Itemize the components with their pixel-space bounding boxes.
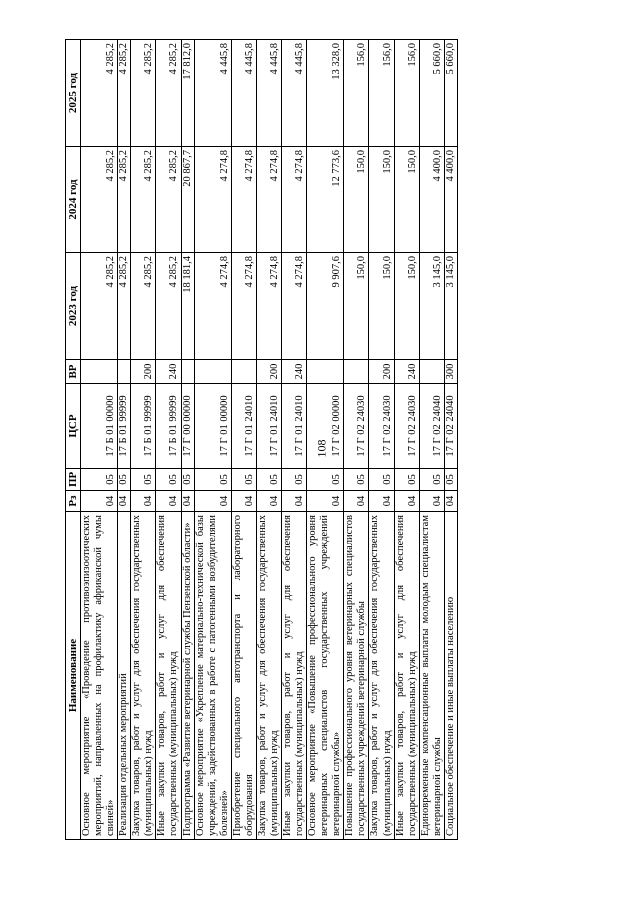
table-row (181, 40, 194, 840)
row-name: Единовременные компенсационные выплаты молодым специалистам ветеринарной службы (419, 512, 444, 840)
row-name: Иные закупки товаров, работ и услуг для обеспечения государственных (муниципальных) нужд (282, 512, 307, 840)
row-csr: 17 Б 01 99999 (118, 384, 131, 469)
row-2025-value: 4 285,2 (131, 40, 156, 147)
header-2024: 2024 год (66, 147, 81, 253)
table-row (282, 40, 307, 840)
header-2023: 2023 год (66, 253, 81, 360)
row-vr: 200 (256, 360, 281, 384)
row-csr: 17 Г 02 00000 (307, 384, 344, 469)
row-2025-value: 4 445,8 (256, 40, 281, 147)
row-name: Основное мероприятие «Повышение профессионального уровня ветеринарных специалистов государственных учреждений ветеринарной службы» (307, 512, 344, 840)
rotated-table-page (65, 40, 572, 840)
row-2024-value: 4 274,8 (256, 147, 281, 253)
row-2023-value: 4 285,2 (118, 253, 131, 360)
row-pr: 05 (307, 469, 344, 491)
row-name: Приобретение специального автотранспорта и лабораторного оборудования (231, 512, 256, 840)
row-2023-value: 4 274,8 (282, 253, 307, 360)
row-vr (231, 360, 256, 384)
row-csr: 17 Г 02 24030 (344, 384, 369, 469)
row-vr: 200 (131, 360, 156, 384)
table-row (156, 40, 181, 840)
row-2025-value: 5 660,0 (419, 40, 444, 147)
row-2023-value: 4 285,2 (156, 253, 181, 360)
row-rz: 04 (369, 491, 394, 512)
row-2024-value: 12 773,6 (307, 147, 344, 253)
table-row (81, 40, 118, 840)
row-rz: 04 (444, 491, 457, 512)
table-row (231, 40, 256, 840)
row-rz: 04 (282, 491, 307, 512)
row-2024-value: 4 400,0 (419, 147, 444, 253)
row-2023-value: 9 907,6 (307, 253, 344, 360)
row-2023-value: 150,0 (394, 253, 419, 360)
row-csr: 17 Г 02 24040 (444, 384, 457, 469)
table-row (419, 40, 444, 840)
table-row (194, 40, 231, 840)
row-2024-value: 4 274,8 (194, 147, 231, 253)
row-2024-value: 20 867,7 (181, 147, 194, 253)
row-rz: 04 (256, 491, 281, 512)
row-2025-value: 13 328,0 (307, 40, 344, 147)
row-rz: 04 (307, 491, 344, 512)
row-rz: 04 (181, 491, 194, 512)
row-pr: 05 (194, 469, 231, 491)
row-name: Повышение профессионального уровня ветеринарных специалистов государственных учреждений ветеринарной службы (344, 512, 369, 840)
row-pr: 05 (181, 469, 194, 491)
row-pr: 05 (344, 469, 369, 491)
row-2025-value: 156,0 (394, 40, 419, 147)
table-row (307, 40, 344, 840)
row-vr: 300 (444, 360, 457, 384)
row-csr: 17 Г 02 24040 (419, 384, 444, 469)
row-pr: 05 (282, 469, 307, 491)
row-name: Иные закупки товаров, работ и услуг для обеспечения государственных (муниципальных) нужд (394, 512, 419, 840)
row-vr (344, 360, 369, 384)
table-row (444, 40, 457, 840)
row-vr: 200 (369, 360, 394, 384)
row-2024-value: 4 285,2 (118, 147, 131, 253)
row-vr (181, 360, 194, 384)
row-csr: 17 Г 01 24010 (231, 384, 256, 469)
header-2025: 2025 год (66, 40, 81, 147)
row-2025-value: 17 812,0 (181, 40, 194, 147)
row-pr: 05 (156, 469, 181, 491)
row-2023-value: 150,0 (369, 253, 394, 360)
row-2025-value: 4 285,2 (118, 40, 131, 147)
row-pr: 05 (81, 469, 118, 491)
row-vr (118, 360, 131, 384)
header-pr: ПР (66, 469, 81, 491)
row-csr: 17 Г 01 00000 (194, 384, 231, 469)
row-2023-value: 4 285,2 (81, 253, 118, 360)
row-2023-value: 150,0 (344, 253, 369, 360)
row-pr: 05 (369, 469, 394, 491)
row-vr (307, 360, 344, 384)
row-name: Реализация отдельных мероприятий (118, 512, 131, 840)
row-2025-value: 4 445,8 (282, 40, 307, 147)
table-row (131, 40, 156, 840)
row-2023-value: 3 145,0 (444, 253, 457, 360)
row-2025-value: 4 285,2 (156, 40, 181, 147)
row-2024-value: 150,0 (369, 147, 394, 253)
row-pr: 05 (419, 469, 444, 491)
row-name: Закупка товаров, работ и услуг для обеспечения государственных (муниципальных) нужд (131, 512, 156, 840)
row-2025-value: 4 285,2 (81, 40, 118, 147)
row-2023-value: 4 285,2 (131, 253, 156, 360)
table-body (81, 40, 458, 840)
row-csr: 17 Б 01 99999 (156, 384, 181, 469)
row-2024-value: 4 274,8 (231, 147, 256, 253)
row-vr: 240 (156, 360, 181, 384)
row-pr: 05 (231, 469, 256, 491)
row-pr: 05 (394, 469, 419, 491)
row-2025-value: 156,0 (344, 40, 369, 147)
row-name: Иные закупки товаров, работ и услуг для обеспечения государственных (муниципальных) нужд (156, 512, 181, 840)
row-2023-value: 4 274,8 (231, 253, 256, 360)
row-csr: 17 Б 01 00000 (81, 384, 118, 469)
header-vr: ВР (66, 360, 81, 384)
row-rz: 04 (344, 491, 369, 512)
row-rz: 04 (231, 491, 256, 512)
row-2025-value: 156,0 (369, 40, 394, 147)
row-vr (194, 360, 231, 384)
row-name: Основное мероприятие «Проведение противоэпизоотических мероприятий, направленных на профилактику африканской чумы свиней» (81, 512, 118, 840)
row-vr (419, 360, 444, 384)
row-vr: 240 (282, 360, 307, 384)
row-pr: 05 (256, 469, 281, 491)
row-rz: 04 (419, 491, 444, 512)
header-csr: ЦСР (66, 384, 81, 469)
row-name: Подпрограмма «Развитие ветеринарной службы Пензенской области» (181, 512, 194, 840)
table-header-row (66, 40, 81, 840)
row-pr: 05 (118, 469, 131, 491)
table-row (256, 40, 281, 840)
row-rz: 04 (81, 491, 118, 512)
page-number: 108 (314, 439, 329, 458)
table-row (344, 40, 369, 840)
row-2025-value: 4 445,8 (194, 40, 231, 147)
row-2024-value: 4 285,2 (156, 147, 181, 253)
row-2023-value: 3 145,0 (419, 253, 444, 360)
row-2025-value: 5 660,0 (444, 40, 457, 147)
row-vr (81, 360, 118, 384)
row-csr: 17 Г 02 24030 (369, 384, 394, 469)
row-rz: 04 (156, 491, 181, 512)
row-csr: 17 Б 01 99999 (131, 384, 156, 469)
row-name: Закупка товаров, работ и услуг для обеспечения государственных (муниципальных) нужд (369, 512, 394, 840)
row-csr: 17 Г 02 24030 (394, 384, 419, 469)
table-row (369, 40, 394, 840)
row-2023-value: 4 274,8 (256, 253, 281, 360)
header-name: Наименование (66, 512, 81, 840)
row-2024-value: 150,0 (394, 147, 419, 253)
row-2024-value: 4 285,2 (131, 147, 156, 253)
table-row (394, 40, 419, 840)
row-csr: 17 Г 01 24010 (282, 384, 307, 469)
row-vr: 240 (394, 360, 419, 384)
row-name: Закупка товаров, работ и услуг для обеспечения государственных (муниципальных) нужд (256, 512, 281, 840)
row-rz: 04 (194, 491, 231, 512)
row-2024-value: 150,0 (344, 147, 369, 253)
budget-table (65, 39, 458, 840)
row-csr: 17 Г 00 00000 (181, 384, 194, 469)
row-name: Социальное обеспечение и иные выплаты населению (444, 512, 457, 840)
table-row (118, 40, 131, 840)
row-2024-value: 4 400,0 (444, 147, 457, 253)
row-2025-value: 4 445,8 (231, 40, 256, 147)
row-pr: 05 (131, 469, 156, 491)
header-rz: Рз (66, 491, 81, 512)
row-2024-value: 4 274,8 (282, 147, 307, 253)
row-2023-value: 4 274,8 (194, 253, 231, 360)
row-rz: 04 (131, 491, 156, 512)
row-rz: 04 (394, 491, 419, 512)
row-name: Основное мероприятие «Укрепление материально-технической базы учреждений, задействованных в работе с патогенными возбудителями болезней» (194, 512, 231, 840)
row-2024-value: 4 285,2 (81, 147, 118, 253)
row-2023-value: 18 181,4 (181, 253, 194, 360)
row-pr: 05 (444, 469, 457, 491)
row-rz: 04 (118, 491, 131, 512)
row-csr: 17 Г 01 24010 (256, 384, 281, 469)
